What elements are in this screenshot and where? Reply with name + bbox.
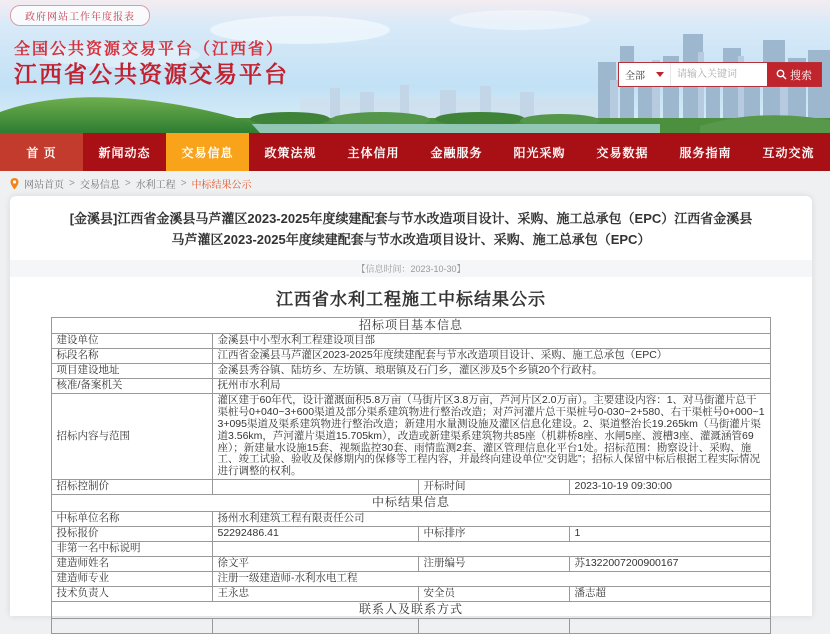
row-label: 安全员 (419, 586, 570, 601)
table-row (52, 479, 770, 494)
table-row-scope (52, 394, 770, 480)
main-nav (0, 133, 830, 171)
row-label: 建造师姓名 (52, 556, 213, 571)
row-value: 金溪县秀谷镇、陆坊乡、左坊镇、琅琚镇及石门乡，灌区涉及5个乡镇20个行政村。 (213, 364, 770, 379)
row-label: 招标内容与范围 (52, 394, 213, 480)
nav-item-home[interactable]: 首 页 (0, 133, 83, 171)
table-row (52, 511, 770, 526)
site-header (0, 0, 830, 133)
row-label: 技术负责人 (52, 586, 213, 601)
row-label: 建设单位 (52, 334, 213, 349)
row-value: 1 (570, 526, 770, 541)
row-value: 抚州市水利局 (213, 379, 770, 394)
row-value: 江西省金溪县马芦灌区2023-2025年度续建配套与节水改造项目设计、采购、施工总承包（EPC） (213, 349, 770, 364)
breadcrumb-water-projects[interactable]: 水利工程 (135, 180, 176, 191)
table-row (52, 334, 770, 349)
search-input[interactable] (671, 63, 767, 86)
row-value: 徐文平 (213, 556, 419, 571)
breadcrumb-separator: > (69, 178, 75, 189)
site-title-provincial: 江西省公共资源交易平台 (14, 62, 289, 87)
row-label: 标段名称 (52, 349, 213, 364)
search-category-select[interactable] (619, 63, 671, 86)
row-value: 金溪县中小型水利工程建设项目部 (213, 334, 770, 349)
section-contact-info: 联系人及联系方式 (52, 601, 770, 618)
breadcrumb-separator: > (180, 178, 187, 189)
table-section-row (52, 494, 770, 511)
table-section-row (52, 317, 770, 334)
search-button-label: 搜索 (790, 69, 812, 82)
chevron-down-icon (656, 72, 664, 77)
row-label (52, 618, 213, 633)
content-panel (10, 196, 812, 616)
row-value: 灌区建于60年代，设计灌溉面积5.8万亩（马街片区3.8万亩，芦河片区2.0万亩）。主要建设内容：1、对马街灌片总干渠桩号0+040~3+600渠道及部分渠系建筑物进行整治改造；对芦河灌片总干渠桩号0-030~2+580、右干渠桩号0+000~13+095渠道及渠系建筑物进行整治改造；新建用水量测设施及灌区信息化建设。2、渠道整治长19.265km（马街灌片渠道3.56km，芦河灌片渠道15.705km），改造或新建渠系建筑物共85座（机耕桥8座、水闸5座、渡槽3座、灌溉涵管69座）；新建量水设施15套、视频监控30套、雨情监测2套、灌区管理信息化平台1处。招标范围：勘察设计、采购、施工、竣工试验、验收及保修期内的保修等工程内容，并最终向建设单位“交钥匙”；招标人保留中标后根据工程实际情况进行调整的权利。 (213, 394, 770, 480)
bid-result-table (51, 317, 770, 634)
row-value (213, 618, 419, 633)
table-row (52, 349, 770, 364)
breadcrumb-current: 中标结果公示 (191, 180, 252, 191)
row-label: 注册编号 (419, 556, 570, 571)
row-value (570, 618, 770, 633)
table-row-cutoff (52, 618, 770, 633)
row-value: 2023-10-19 09:30:00 (570, 479, 770, 494)
nav-item-credit[interactable]: 主体信用 (347, 145, 400, 160)
search-category-label: 全部 (625, 71, 645, 82)
table-row (52, 379, 770, 394)
row-label: 投标报价 (52, 526, 213, 541)
row-value: 52292486.41 (213, 526, 419, 541)
row-value: 苏1322007200900167 (570, 556, 770, 571)
row-label: 建造师专业 (52, 571, 213, 586)
table-row (52, 586, 770, 601)
row-label: 开标时间 (419, 479, 570, 494)
nav-item-service-guide[interactable]: 服务指南 (679, 145, 732, 160)
document-title: 江西省水利工程施工中标结果公示 (276, 289, 546, 309)
nav-item-interaction[interactable]: 互动交流 (762, 145, 815, 160)
table-row (52, 556, 770, 571)
row-label (419, 618, 570, 633)
annual-report-badge[interactable]: 政府网站工作年度报表 (10, 5, 150, 26)
nav-item-sunshine-procurement[interactable]: 阳光采购 (513, 145, 566, 160)
row-value: 王永忠 (213, 586, 419, 601)
nav-item-finance[interactable]: 金融服务 (430, 145, 483, 160)
nav-item-news[interactable]: 新闻动态 (98, 145, 151, 160)
search-bar (618, 62, 822, 87)
row-value (213, 541, 770, 556)
nav-item-policy[interactable]: 政策法规 (264, 145, 317, 160)
section-result-info: 中标结果信息 (52, 494, 770, 511)
table-row (52, 526, 770, 541)
search-button[interactable] (767, 63, 821, 86)
row-value: 潘志超 (570, 586, 770, 601)
table-row (52, 541, 770, 556)
row-label: 核准/备案机关 (52, 379, 213, 394)
row-value (213, 479, 419, 494)
nav-item-trade-data[interactable]: 交易数据 (596, 145, 649, 160)
search-icon (776, 69, 787, 80)
site-title-national: 全国公共资源交易平台（江西省） (14, 41, 285, 58)
nav-item-trade-info[interactable]: 交易信息 (166, 133, 249, 171)
row-label: 招标控制价 (52, 479, 213, 494)
table-section-row (52, 601, 770, 618)
breadcrumb-separator: > (124, 178, 131, 189)
row-label: 中标排序 (419, 526, 570, 541)
row-label: 非第一名中标说明 (52, 541, 213, 556)
row-value: 注册一级建造师-水利水电工程 (213, 571, 770, 586)
table-row (52, 364, 770, 379)
row-value: 扬州水利建筑工程有限责任公司 (213, 511, 770, 526)
table-row (52, 571, 770, 586)
location-pin-icon (10, 178, 19, 190)
row-label: 项目建设地址 (52, 364, 213, 379)
info-time: 【信息时间：2023-10-30】 (10, 260, 812, 277)
row-label: 中标单位名称 (52, 511, 213, 526)
breadcrumb-trade-info[interactable]: 交易信息 (79, 180, 120, 191)
article-title: [金溪县]江西省金溪县马芦灌区2023-2025年度续建配套与节水改造项目设计、采购、施工总承包（EPC）江西省金溪县马芦灌区2023-2025年度续建配套与节水改造项目设计、采购、施工总承包（EPC） (69, 211, 753, 247)
section-basic-info: 招标项目基本信息 (52, 317, 770, 334)
breadcrumb-home[interactable]: 网站首页 (24, 180, 64, 191)
breadcrumb (0, 171, 830, 196)
